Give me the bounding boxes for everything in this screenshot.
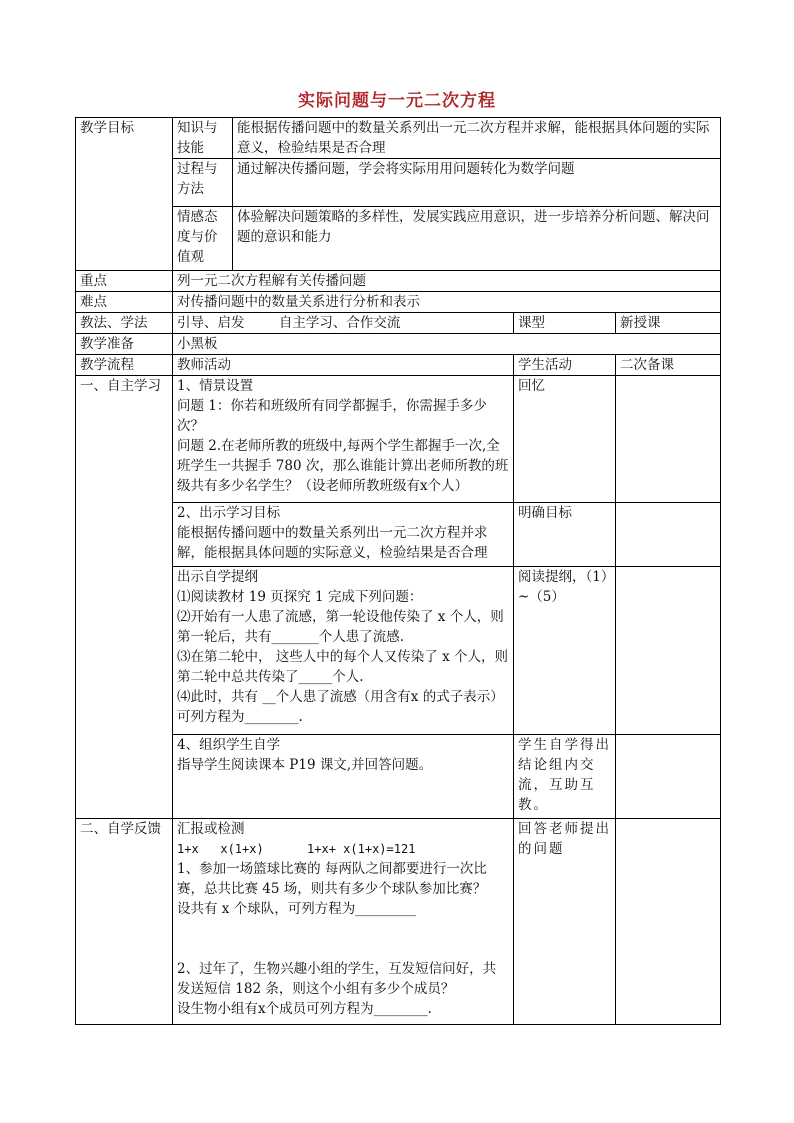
block3-line: ⑶在第二轮中， 这些人中的每个人又传染了 x 个人，则第二轮中总共传染了_____个人. — [177, 649, 508, 685]
emotion-label: 情感态度与价值观 — [173, 207, 233, 271]
difficulty-label: 难点 — [76, 292, 173, 313]
key-point-label: 重点 — [76, 271, 173, 292]
prep-row — [76, 334, 721, 355]
block2-line: 2、出示学习目标 — [177, 505, 281, 521]
section2-second — [616, 819, 721, 1025]
block3-line: ⑴阅读教材 19 页探究 1 完成下列问题： — [177, 589, 423, 605]
flow-header-second: 二次备课 — [616, 355, 721, 376]
section1-block1-teacher — [173, 376, 514, 503]
emotion-text: 体验解决问题策略的多样性，发展实践应用意识，进一步培养分析问题、解决问题的意识和能力 — [233, 207, 721, 271]
section2-label: 二、自学反馈 — [76, 819, 173, 1025]
difficulty-row — [76, 292, 721, 313]
section2-line: 设生物小组有x个成员可列方程为________. — [177, 1001, 432, 1017]
flow-header-process: 教学流程 — [76, 355, 173, 376]
block4-line: 4、组织学生自学 — [177, 737, 281, 753]
flow-header-teacher: 教师活动 — [173, 355, 514, 376]
difficulty-text: 对传播问题中的数量关系进行分析和表示 — [173, 292, 721, 313]
section1-block2-row — [76, 503, 721, 567]
section2-line: 1、参加一场篮球比赛的 每两队之间都要进行一次比赛，总共比赛 45 场，则共有多少个球队参加比赛？ — [177, 861, 487, 897]
section2-spacer — [177, 919, 509, 959]
section1-block3-second — [616, 567, 721, 735]
goals-emotion-row — [76, 207, 721, 271]
section1-block2-teacher — [173, 503, 514, 567]
methods-row — [76, 313, 721, 334]
section2-line: 设共有 x 个球队，可列方程为_________ — [177, 901, 416, 917]
section2-student: 回答老师提出的问题 — [514, 819, 616, 1025]
lesson-plan-table — [75, 117, 721, 1025]
methods-label: 教法、学法 — [76, 313, 173, 334]
section1-block3-row — [76, 567, 721, 735]
goals-label: 教学目标 — [76, 118, 173, 271]
prep-label: 教学准备 — [76, 334, 173, 355]
block1-line: 问题 1：你若和班级所有同学都握手，你需握手多少次？ — [177, 398, 487, 434]
section2-formula: 1+x x(1+x) 1+x+ x(1+x)=121 — [177, 842, 416, 856]
flow-header-student: 学生活动 — [514, 355, 616, 376]
key-point-text: 列一元二次方程解有关传播问题 — [173, 271, 721, 292]
goals-process-row — [76, 159, 721, 207]
block3-line: ⑵开始有一人患了流感，第一轮设他传染了 x 个人，则第一轮后，共有_______个人患了流感. — [177, 609, 504, 645]
knowledge-label: 知识与技能 — [173, 118, 233, 159]
block1-line: 1、情景设置 — [177, 378, 254, 394]
page-title: 实际问题与一元二次方程 — [298, 91, 496, 111]
goals-knowledge-row — [76, 118, 721, 159]
block1-line: 问题 2.在老师所教的班级中,每两个学生都握手一次,全班学生一共握手 780 次，那么谁能计算出老师所教的班级共有多少名学生？（设老师所教班级有x个人） — [177, 438, 509, 494]
process-label: 过程与方法 — [173, 159, 233, 207]
lesson-type-value: 新授课 — [616, 313, 721, 334]
section1-block2-student: 明确目标 — [514, 503, 616, 567]
process-text: 通过解决传播问题，学会将实际用用问题转化为数学问题 — [233, 159, 721, 207]
section1-block2-second — [616, 503, 721, 567]
key-point-row — [76, 271, 721, 292]
lesson-type-label: 课型 — [514, 313, 616, 334]
block3-line: 出示自学提纲 — [177, 569, 258, 585]
flow-header-row — [76, 355, 721, 376]
section1-block4-teacher — [173, 735, 514, 819]
block3-line: ⑷此时，共有 __个人患了流感（用含有x 的式子表示）可列方程为________. — [177, 689, 504, 725]
methods-text: 引导、启发 自主学习、合作交流 — [173, 313, 514, 334]
section1-block1-second — [616, 376, 721, 503]
knowledge-text: 能根据传播问题中的数量关系列出一元二次方程并求解，能根据具体问题的实际意义，检验结果是否合理 — [233, 118, 721, 159]
section1-block4-row — [76, 735, 721, 819]
block4-line: 指导学生阅读课本 P19 课文,并回答问题。 — [177, 757, 433, 773]
section1-label: 一、自主学习 — [76, 376, 173, 819]
section1-block3-student: 阅读提纲，（1）~（5） — [514, 567, 616, 735]
prep-text: 小黑板 — [173, 334, 721, 355]
block2-line: 能根据传播问题中的数量关系列出一元二次方程并求解，能根据具体问题的实际意义，检验结果是否合理 — [177, 525, 488, 561]
section2-line: 2、过年了，生物兴趣小组的学生，互发短信问好，共发送短信 182 条，则这个小组有多少个成员？ — [177, 961, 497, 997]
section1-block1-student: 回忆 — [514, 376, 616, 503]
section1-block3-teacher — [173, 567, 514, 735]
section1-block4-student: 学生自学得出结论组内交流，互助互教。 — [514, 735, 616, 819]
section2-teacher — [173, 819, 514, 1025]
section2-row — [76, 819, 721, 1025]
section2-line: 汇报或检测 — [177, 821, 245, 837]
section1-block1-row — [76, 376, 721, 503]
section1-block4-second — [616, 735, 721, 819]
